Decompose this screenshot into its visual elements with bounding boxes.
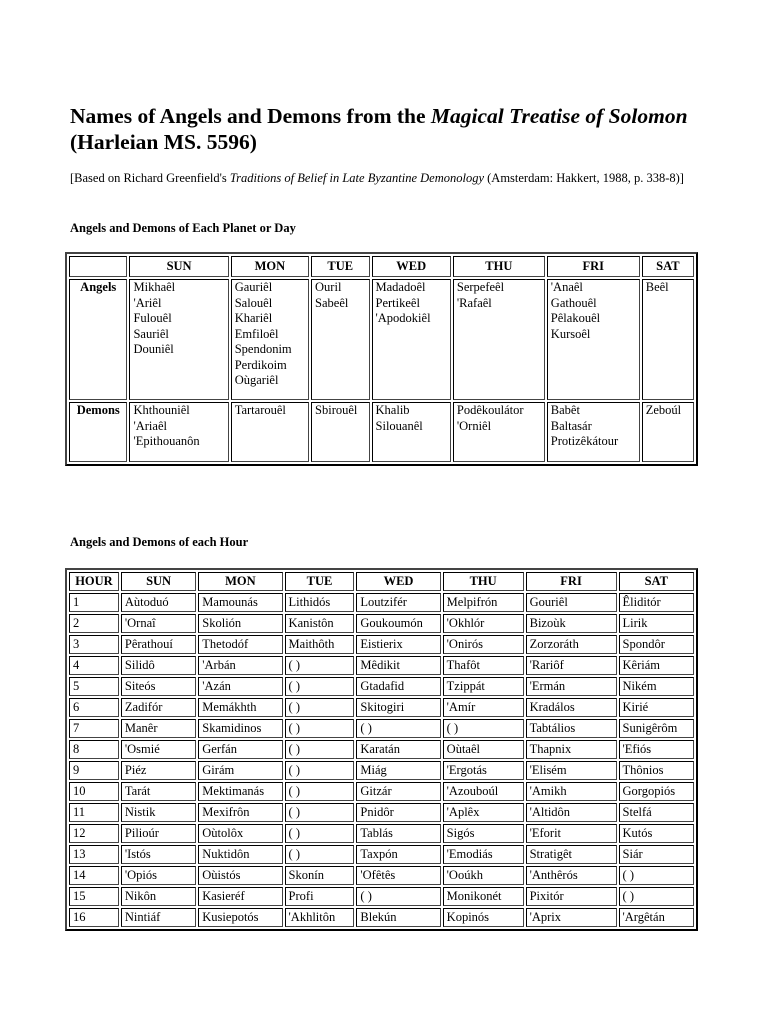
- table-row: [69, 761, 694, 780]
- table-cell: 'Rariôf: [526, 656, 617, 675]
- table-cell: 'Opiós: [121, 866, 196, 885]
- table-cell: Mexifrôn: [198, 803, 282, 822]
- demons-cell: [311, 402, 369, 462]
- table-cell: Kanistôn: [285, 614, 355, 633]
- table-cell: 'Eforit: [526, 824, 617, 843]
- source-note-part3: (Amsterdam: Hakkert, 1988, p. 338-8)]: [484, 171, 684, 185]
- table-row: [69, 887, 694, 906]
- table-cell: Tzippát: [443, 677, 524, 696]
- planet-day-header: SAT: [642, 256, 694, 277]
- list-item: Gauriêl: [234, 280, 273, 294]
- table-cell: Kusiepotós: [198, 908, 282, 927]
- table-cell: 'Istós: [121, 845, 196, 864]
- list-item: Pertikeêl: [375, 295, 420, 310]
- list-item: 'Apodokiêl: [375, 311, 431, 325]
- table-cell: Melpifrón: [443, 593, 524, 612]
- table-cell: 'Ooúkh: [443, 866, 524, 885]
- demons-cell: [129, 402, 228, 462]
- list-item: Sabeêl: [315, 295, 349, 310]
- table-cell: Tablás: [356, 824, 440, 843]
- hour-number-cell: 11: [69, 803, 119, 822]
- list-item: Podêkoulátor: [456, 403, 524, 417]
- hour-number-cell: 12: [69, 824, 119, 843]
- table-cell: Kutós: [619, 824, 694, 843]
- table-cell: 'Amír: [443, 698, 524, 717]
- table-cell: ( ): [285, 845, 355, 864]
- table-cell: Zorzoráth: [526, 635, 617, 654]
- table-cell: Silidô: [121, 656, 196, 675]
- hour-table: [65, 568, 698, 931]
- table-row: [69, 866, 694, 885]
- table-row: [69, 656, 694, 675]
- table-cell: Skamidinos: [198, 719, 282, 738]
- hour-number-cell: 3: [69, 635, 119, 654]
- table-cell: 'Ermán: [526, 677, 617, 696]
- table-cell: Aùtoduó: [121, 593, 196, 612]
- table-cell: Manêr: [121, 719, 196, 738]
- hour-number-cell: 8: [69, 740, 119, 759]
- table-cell: Gtadafid: [356, 677, 440, 696]
- angels-cell: [129, 279, 228, 400]
- table-cell: Profi: [285, 887, 355, 906]
- demons-cell: [547, 402, 640, 462]
- list-item: Pêlakouêl: [550, 311, 601, 325]
- list-item: Oùgariêl: [234, 373, 279, 387]
- table-cell: ( ): [285, 698, 355, 717]
- table-cell: ( ): [285, 803, 355, 822]
- table-cell: 'Ofêtês: [356, 866, 440, 885]
- table-cell: Oùtolôx: [198, 824, 282, 843]
- table-cell: Skolión: [198, 614, 282, 633]
- list-item: 'Anaêl: [550, 280, 583, 294]
- list-item: Salouêl: [234, 295, 273, 310]
- hour-number-cell: 10: [69, 782, 119, 801]
- table-cell: ( ): [285, 677, 355, 696]
- page-title-treatise: Magical Treatise of Solomon: [430, 104, 688, 128]
- table-cell: Monikonét: [443, 887, 524, 906]
- table-cell: Eistierix: [356, 635, 440, 654]
- table-cell: Oùistós: [198, 866, 282, 885]
- source-note: [70, 170, 710, 186]
- table-cell: Tabtálios: [526, 719, 617, 738]
- list-item: 'Epithouanôn: [133, 434, 200, 448]
- table-cell: Thapnix: [526, 740, 617, 759]
- table-cell: Mêdikit: [356, 656, 440, 675]
- list-item: 'Orniêl: [456, 418, 492, 433]
- table-cell: Kradálos: [526, 698, 617, 717]
- table-cell: ( ): [619, 887, 694, 906]
- table-cell: ( ): [443, 719, 524, 738]
- list-item: Protizêkátour: [550, 434, 619, 448]
- hour-number-cell: 16: [69, 908, 119, 927]
- angels-cell: [453, 279, 545, 400]
- table-cell: Nikém: [619, 677, 694, 696]
- angels-row-label: Angels: [69, 279, 127, 400]
- hour-number-cell: 7: [69, 719, 119, 738]
- planet-day-header: THU: [453, 256, 545, 277]
- list-item: Ouril: [315, 280, 342, 294]
- angels-cell: [231, 279, 309, 400]
- hour-column-header: SAT: [619, 572, 694, 591]
- table-cell: 'Aplêx: [443, 803, 524, 822]
- table-cell: ( ): [285, 824, 355, 843]
- table-cell: Pêrathouí: [121, 635, 196, 654]
- list-item: Emfiloêl: [234, 326, 279, 341]
- table-cell: ( ): [285, 740, 355, 759]
- planet-day-header: TUE: [311, 256, 369, 277]
- table-cell: Blekún: [356, 908, 440, 927]
- table-cell: Tarát: [121, 782, 196, 801]
- table-cell: Siteós: [121, 677, 196, 696]
- list-item: Perdikoim: [234, 357, 287, 372]
- planet-day-header: SUN: [129, 256, 228, 277]
- table-cell: Thafôt: [443, 656, 524, 675]
- hour-number-cell: 15: [69, 887, 119, 906]
- table-cell: Piéz: [121, 761, 196, 780]
- table-cell: 'Okhlór: [443, 614, 524, 633]
- hour-column-header: WED: [356, 572, 440, 591]
- table-cell: 'Osmié: [121, 740, 196, 759]
- table-cell: 'Argêtán: [619, 908, 694, 927]
- table-cell: Memákhth: [198, 698, 282, 717]
- table-cell: Spondôr: [619, 635, 694, 654]
- table-cell: ( ): [285, 761, 355, 780]
- table-cell: Girám: [198, 761, 282, 780]
- list-item: Babêt: [550, 403, 580, 417]
- planet-day-header: MON: [231, 256, 309, 277]
- list-item: Beêl: [645, 280, 669, 294]
- hour-number-cell: 5: [69, 677, 119, 696]
- table-cell: Pnidôr: [356, 803, 440, 822]
- hour-column-header: THU: [443, 572, 524, 591]
- page-title-part3: (Harleian MS. 5596): [70, 130, 257, 154]
- table-cell: Kirié: [619, 698, 694, 717]
- table-cell: ( ): [356, 887, 440, 906]
- angels-cell: [547, 279, 640, 400]
- table-cell: Skonín: [285, 866, 355, 885]
- table-cell: Zadifór: [121, 698, 196, 717]
- demons-cell: [231, 402, 309, 462]
- demons-row-label: Demons: [69, 402, 127, 462]
- table-row: [69, 803, 694, 822]
- list-item: Serpefeêl: [456, 280, 505, 294]
- table-cell: Nuktidôn: [198, 845, 282, 864]
- table-row: [69, 908, 694, 927]
- angels-cell: [642, 279, 694, 400]
- hour-table-body: [69, 593, 694, 927]
- table-cell: Mamounás: [198, 593, 282, 612]
- table-cell: 'Elisém: [526, 761, 617, 780]
- list-item: Gathouêl: [550, 295, 597, 310]
- table-cell: Êliditór: [619, 593, 694, 612]
- table-cell: Gouriêl: [526, 593, 617, 612]
- table-cell: 'Anthêrós: [526, 866, 617, 885]
- planet-day-table: [65, 252, 698, 466]
- table-cell: 'Ergotás: [443, 761, 524, 780]
- table-cell: Pixitór: [526, 887, 617, 906]
- table-cell: 'Azán: [198, 677, 282, 696]
- table-cell: Gitzár: [356, 782, 440, 801]
- table-cell: 'Onirós: [443, 635, 524, 654]
- table-cell: Sunigêrôm: [619, 719, 694, 738]
- hour-column-header: FRI: [526, 572, 617, 591]
- source-note-book-title: Traditions of Belief in Late Byzantine Demonology: [229, 171, 484, 185]
- hour-column-header: HOUR: [69, 572, 119, 591]
- table-cell: 'Amikh: [526, 782, 617, 801]
- table-cell: 'Efiós: [619, 740, 694, 759]
- table-cell: Stratigêt: [526, 845, 617, 864]
- table-row: [69, 719, 694, 738]
- table-cell: Sigós: [443, 824, 524, 843]
- table-cell: Maithôth: [285, 635, 355, 654]
- table-cell: Nikôn: [121, 887, 196, 906]
- list-item: Madadoêl: [375, 280, 426, 294]
- list-item: 'Rafaêl: [456, 295, 492, 310]
- list-item: 'Ariêl: [133, 295, 162, 310]
- hour-section-heading: Angels and Demons of each Hour: [70, 535, 249, 549]
- hour-number-cell: 6: [69, 698, 119, 717]
- table-cell: Thetodóf: [198, 635, 282, 654]
- table-row: [69, 593, 694, 612]
- planet-day-header: FRI: [547, 256, 640, 277]
- table-cell: 'Azouboúl: [443, 782, 524, 801]
- table-cell: 'Ornaî: [121, 614, 196, 633]
- table-cell: 'Emodiás: [443, 845, 524, 864]
- list-item: Spendonim: [234, 342, 292, 356]
- planet-day-header: WED: [372, 256, 451, 277]
- hour-column-header: TUE: [285, 572, 355, 591]
- table-row: [69, 824, 694, 843]
- hour-column-header: SUN: [121, 572, 196, 591]
- hour-column-header: MON: [198, 572, 282, 591]
- list-item: Baltasár: [550, 418, 592, 433]
- table-cell: Karatán: [356, 740, 440, 759]
- table-cell: 'Arbán: [198, 656, 282, 675]
- planet-table-corner: [69, 256, 127, 277]
- list-item: Khariêl: [234, 311, 273, 325]
- table-row: [69, 698, 694, 717]
- table-cell: Pilioúr: [121, 824, 196, 843]
- page-title: [70, 103, 710, 155]
- hour-number-cell: 4: [69, 656, 119, 675]
- table-cell: Loutzifér: [356, 593, 440, 612]
- table-cell: Kêriám: [619, 656, 694, 675]
- page-title-part1: Names of Angels and Demons from the: [70, 104, 431, 128]
- angels-cell: [311, 279, 369, 400]
- table-row: [69, 740, 694, 759]
- table-cell: Lithidós: [285, 593, 355, 612]
- table-cell: Kopinós: [443, 908, 524, 927]
- demons-row: [69, 402, 694, 462]
- table-cell: ( ): [619, 866, 694, 885]
- table-cell: Skitogiri: [356, 698, 440, 717]
- table-cell: Nistik: [121, 803, 196, 822]
- list-item: Sauriêl: [133, 326, 169, 341]
- table-cell: Gerfán: [198, 740, 282, 759]
- planet-section-heading: Angels and Demons of Each Planet or Day: [70, 221, 296, 235]
- table-row: [69, 677, 694, 696]
- table-cell: 'Aprix: [526, 908, 617, 927]
- list-item: Sbirouêl: [315, 403, 358, 417]
- table-cell: ( ): [285, 656, 355, 675]
- table-row: [69, 614, 694, 633]
- table-cell: Nintiáf: [121, 908, 196, 927]
- hour-table-header-row: [69, 572, 694, 591]
- hour-number-cell: 14: [69, 866, 119, 885]
- list-item: Fulouêl: [133, 311, 172, 325]
- hour-number-cell: 2: [69, 614, 119, 633]
- list-item: Mikhaêl: [133, 280, 176, 294]
- table-row: [69, 845, 694, 864]
- table-cell: Mektimanás: [198, 782, 282, 801]
- list-item: Kursoêl: [550, 326, 591, 341]
- list-item: Tartarouêl: [234, 403, 286, 417]
- table-cell: Taxpón: [356, 845, 440, 864]
- planet-table-header-row: [69, 256, 694, 277]
- demons-cell: [372, 402, 451, 462]
- list-item: Khthouniêl: [133, 403, 190, 417]
- list-item: Silouanêl: [375, 418, 423, 433]
- hour-number-cell: 1: [69, 593, 119, 612]
- demons-cell: [642, 402, 694, 462]
- table-cell: ( ): [285, 719, 355, 738]
- table-cell: ( ): [356, 719, 440, 738]
- table-cell: Kasieréf: [198, 887, 282, 906]
- table-cell: 'Akhlitôn: [285, 908, 355, 927]
- table-cell: Oùtaêl: [443, 740, 524, 759]
- demons-cell: [453, 402, 545, 462]
- source-note-part1: [Based on Richard Greenfield's: [70, 171, 230, 185]
- list-item: Zeboúl: [645, 403, 682, 417]
- angels-row: [69, 279, 694, 400]
- list-item: Douniêl: [133, 342, 174, 356]
- table-cell: Stelfá: [619, 803, 694, 822]
- table-cell: 'Altidôn: [526, 803, 617, 822]
- table-cell: Gorgopiós: [619, 782, 694, 801]
- table-cell: Siár: [619, 845, 694, 864]
- hour-number-cell: 13: [69, 845, 119, 864]
- table-cell: Thônios: [619, 761, 694, 780]
- list-item: 'Ariaêl: [133, 418, 167, 433]
- table-cell: Goukoumón: [356, 614, 440, 633]
- list-item: Khalib: [375, 403, 410, 417]
- table-cell: Miág: [356, 761, 440, 780]
- hour-number-cell: 9: [69, 761, 119, 780]
- table-row: [69, 635, 694, 654]
- table-cell: ( ): [285, 782, 355, 801]
- table-cell: Lirik: [619, 614, 694, 633]
- table-cell: Bizoùk: [526, 614, 617, 633]
- table-row: [69, 782, 694, 801]
- angels-cell: [372, 279, 451, 400]
